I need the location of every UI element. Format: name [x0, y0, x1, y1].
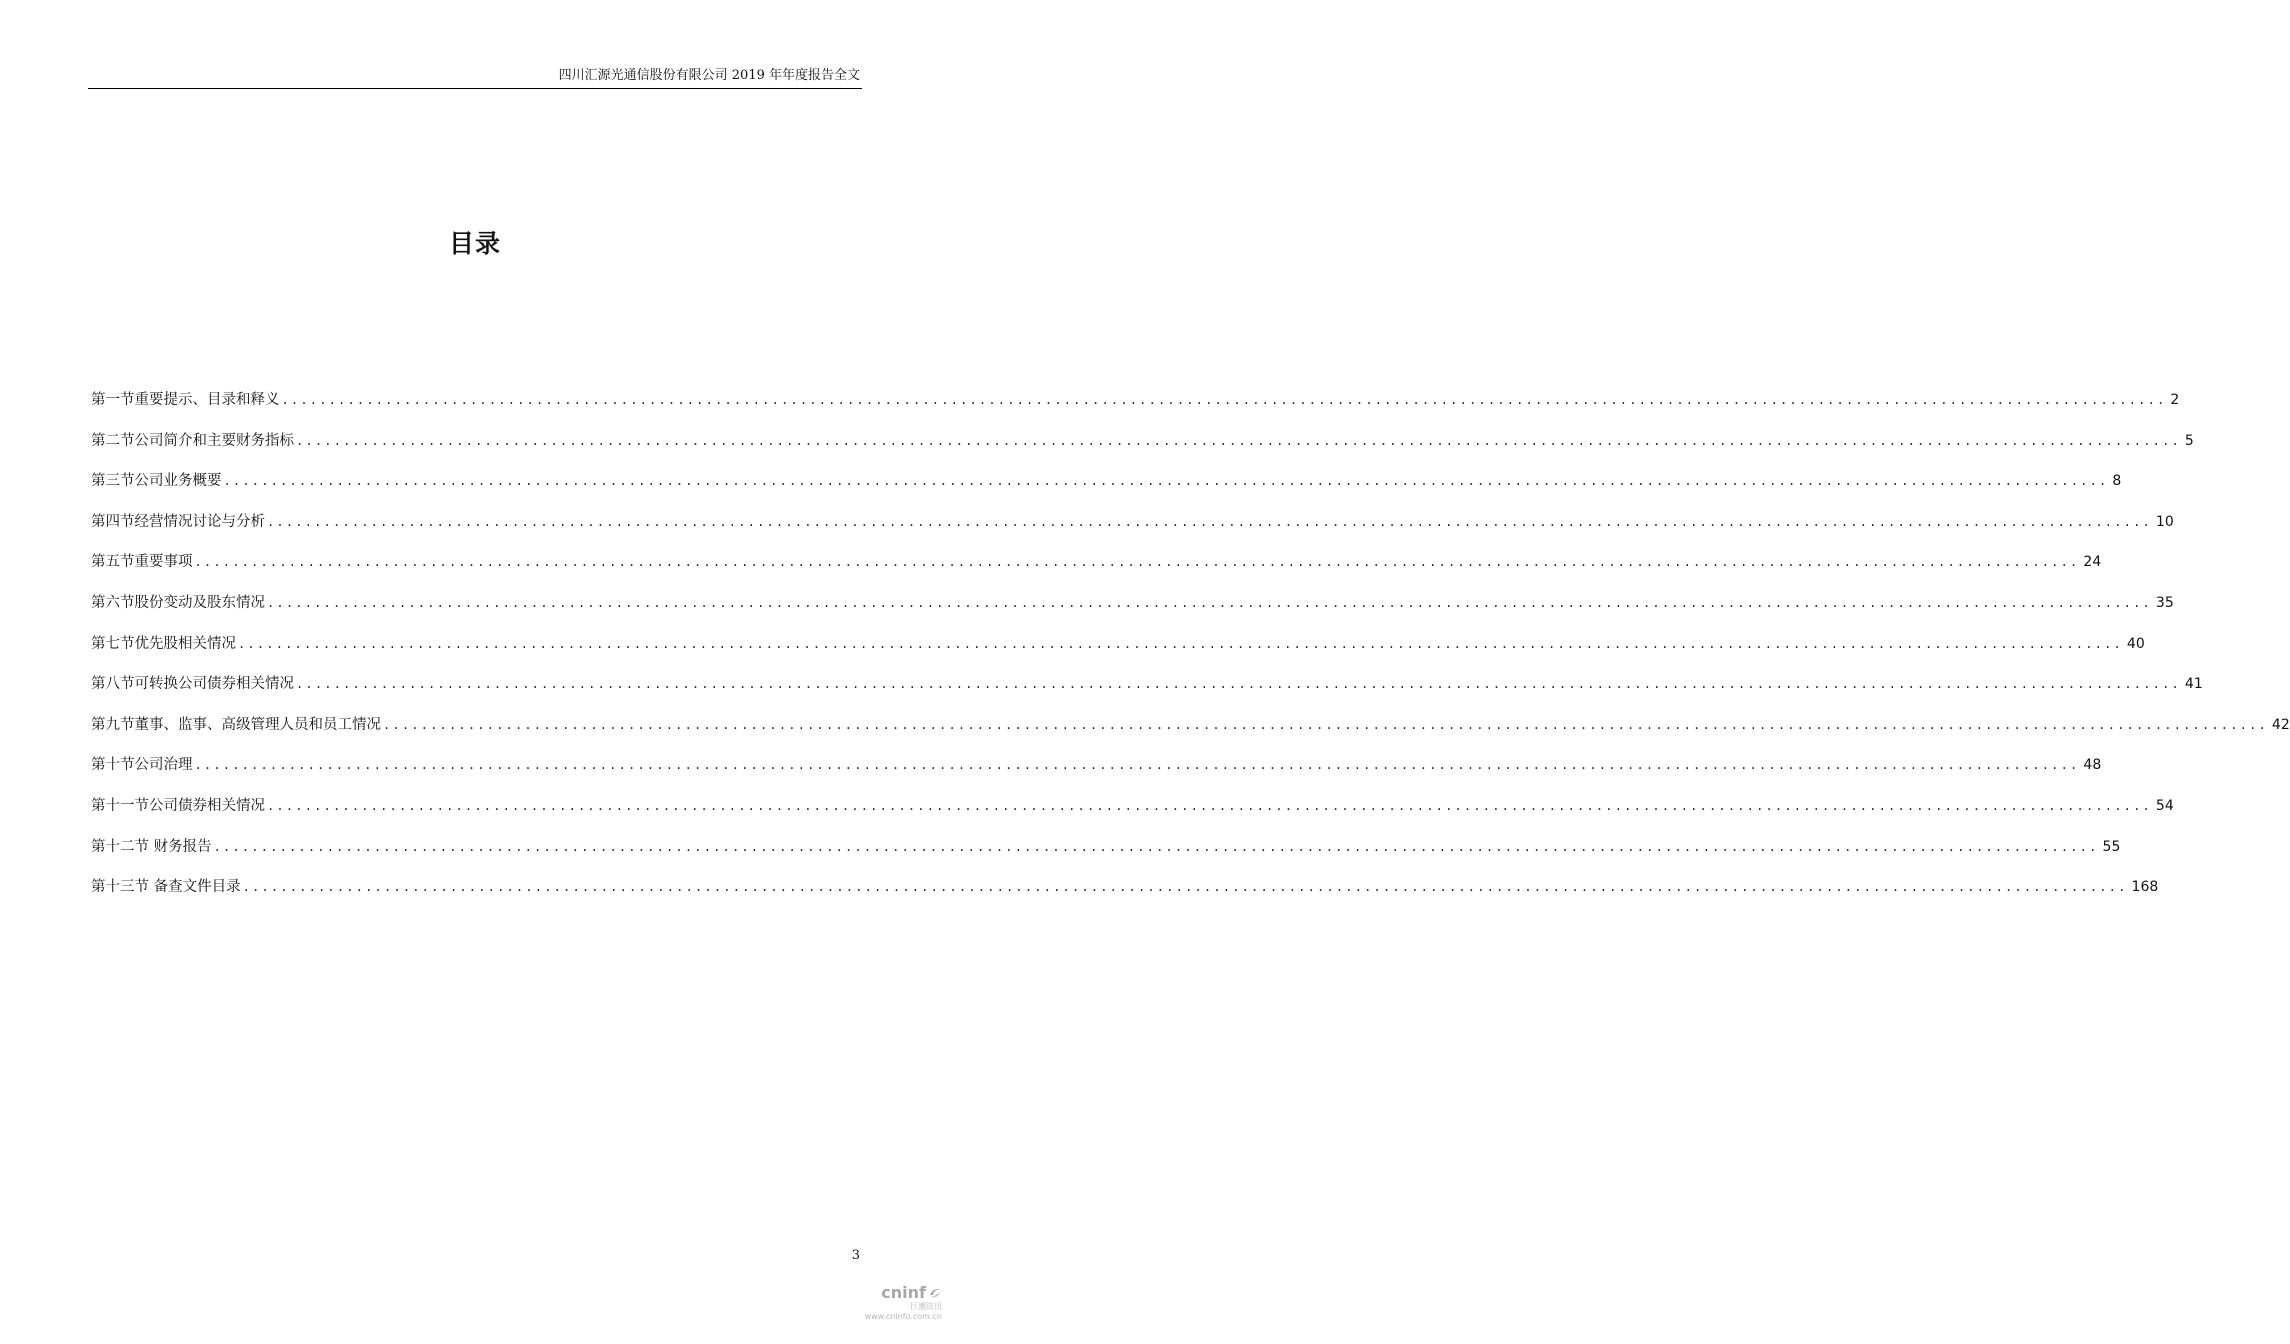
toc-leader-dots: ........................................................................................................................................................................................................ [223, 474, 2109, 489]
toc-entry-label: 第九节董事、监事、高级管理人员和员工情况 [91, 716, 381, 733]
toc-entry[interactable] [91, 753, 2102, 794]
toc-entry-page: 2 [2170, 392, 2180, 408]
toc-entry-label: 第十二节 财务报告 [91, 838, 212, 855]
toc-entry-page: 55 [2102, 838, 2121, 855]
toc-list [91, 388, 2290, 916]
toc-entry[interactable] [91, 632, 2145, 673]
header-rule [88, 88, 862, 89]
cninf-watermark [842, 1284, 942, 1334]
toc-entry-label: 第四节经营情况讨论与分析 [91, 513, 265, 530]
toc-entry[interactable] [91, 429, 2194, 470]
toc-leader-dots: ........................................................................................................................................................................................................ [296, 677, 2181, 692]
toc-leader-dots: ........................................................................................................................................................................................................ [383, 717, 2268, 732]
toc-entry[interactable] [91, 713, 2290, 754]
toc-entry-page: 168 [2131, 879, 2159, 896]
swoosh-logo-icon [928, 1286, 942, 1300]
toc-leader-dots: ........................................................................................................................................................................................................ [281, 393, 2167, 407]
toc-entry[interactable] [91, 591, 2174, 632]
toc-entry[interactable] [91, 388, 2180, 429]
watermark-url: www.cninfo.com.cn [864, 1312, 942, 1321]
toc-entry-page: 10 [2155, 513, 2174, 530]
running-header: 四川汇源光通信股份有限公司 2019 年年度报告全文 [558, 68, 860, 83]
toc-entry-label: 第十节公司治理 [91, 757, 193, 774]
watermark-subtitle: 巨潮资讯 [910, 1302, 942, 1311]
page-number: 3 [851, 1248, 860, 1263]
toc-entry[interactable] [91, 510, 2174, 551]
toc-leader-dots: ........................................................................................................................................................................................................ [267, 798, 2152, 813]
toc-title: 目录 [448, 229, 501, 258]
toc-entry-page: 8 [2112, 473, 2122, 490]
toc-entry[interactable] [91, 672, 2203, 713]
toc-entry[interactable] [91, 875, 2159, 916]
toc-entry-label: 第十三节 备查文件目录 [91, 879, 241, 896]
toc-leader-dots: ........................................................................................................................................................................................................ [194, 758, 2080, 773]
toc-entry-label: 第七节优先股相关情况 [91, 635, 236, 652]
toc-entry-label: 第一节重要提示、目录和释义 [91, 392, 280, 408]
toc-entry-label: 第二节公司简介和主要财务指标 [91, 432, 294, 449]
toc-entry-page: 35 [2155, 594, 2174, 611]
toc-entry[interactable] [91, 794, 2174, 835]
toc-entry-page: 41 [2184, 676, 2203, 693]
toc-leader-dots: ........................................................................................................................................................................................................ [242, 880, 2128, 895]
toc-leader-dots: ........................................................................................................................................................................................................ [267, 595, 2152, 610]
toc-entry-label: 第十一节公司债券相关情况 [91, 797, 265, 814]
toc-entry-page: 24 [2083, 554, 2102, 571]
toc-entry-page: 5 [2184, 432, 2194, 449]
toc-entry[interactable] [91, 550, 2102, 591]
watermark-brand [842, 1284, 942, 1302]
toc-leader-dots: ........................................................................................................................................................................................................ [267, 514, 2152, 529]
toc-leader-dots: ........................................................................................................................................................................................................ [194, 555, 2080, 570]
toc-entry-label: 第六节股份变动及股东情况 [91, 594, 265, 611]
toc-entry-page: 54 [2155, 797, 2174, 814]
toc-entry-page: 40 [2126, 635, 2145, 652]
toc-entry[interactable] [91, 469, 2122, 510]
toc-entry-page: 48 [2083, 757, 2102, 774]
toc-leader-dots: ........................................................................................................................................................................................................ [238, 636, 2123, 651]
toc-leader-dots: ........................................................................................................................................................................................................ [213, 839, 2099, 854]
toc-entry-label: 第五节重要事项 [91, 554, 193, 571]
watermark-brand-text: cninf [881, 1283, 926, 1302]
toc-leader-dots: ........................................................................................................................................................................................................ [296, 433, 2181, 448]
toc-entry[interactable] [91, 835, 2121, 876]
toc-entry-label: 第三节公司业务概要 [91, 473, 222, 490]
toc-entry-label: 第八节可转换公司债券相关情况 [91, 676, 294, 693]
toc-entry-page: 42 [2271, 716, 2290, 733]
